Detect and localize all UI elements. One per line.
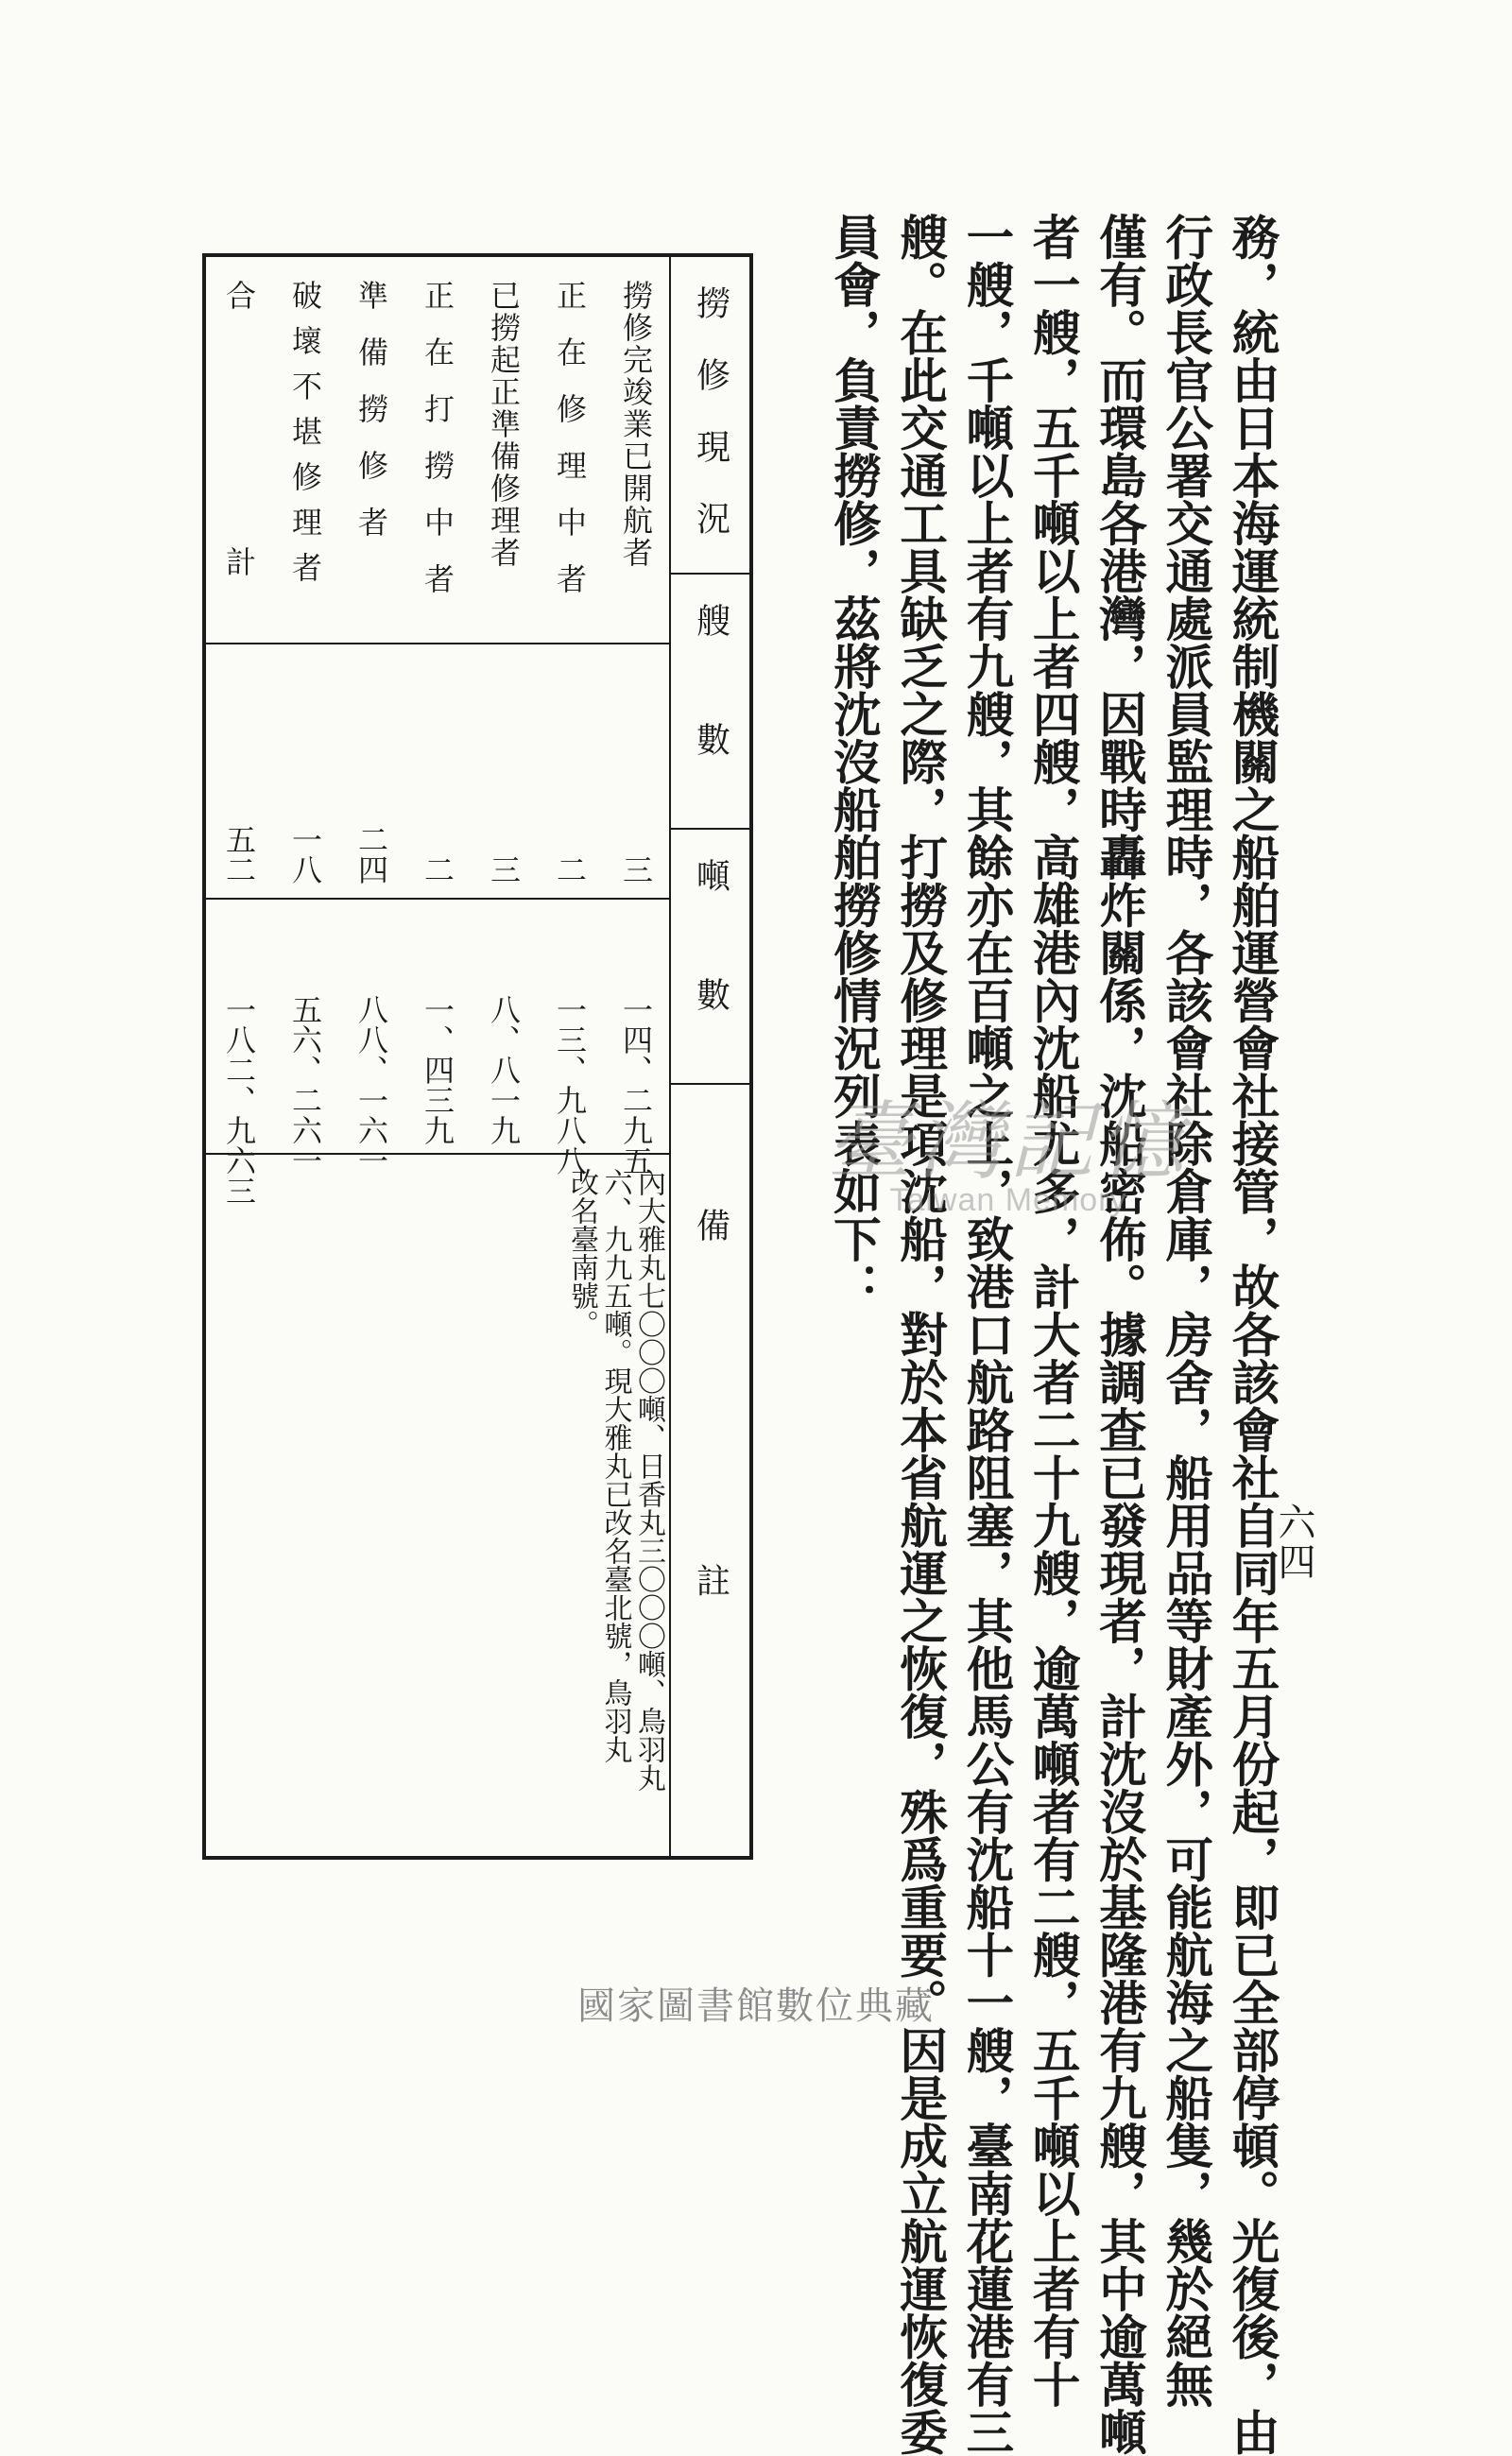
table-row bbox=[338, 257, 404, 1856]
row-remarks bbox=[272, 1155, 338, 1856]
header-ship-count: 艘數 bbox=[671, 575, 749, 830]
table-header-row bbox=[669, 257, 749, 1918]
note-line: 改名臺南號。 bbox=[565, 1168, 598, 1338]
note-line: 內大雅丸七〇〇〇噸、日香丸三〇〇〇噸、鳥羽丸 bbox=[632, 1168, 665, 1792]
row-count: 三 bbox=[603, 644, 669, 900]
row-label: 破壞不堪修理者 bbox=[272, 257, 338, 644]
row-label: 撈修完竣業已開航者 bbox=[603, 257, 669, 644]
row-count: 五二 bbox=[206, 644, 272, 900]
body-line: 員會，負責撈修，茲將沈沒船舶撈修情況列表如下： bbox=[826, 213, 883, 1311]
row-remarks bbox=[338, 1155, 404, 1856]
watermark-logo bbox=[827, 1073, 1190, 1219]
row-tonnage: 一、四三九 bbox=[404, 900, 471, 1155]
watermark-en: Taiwan Memory bbox=[889, 1182, 1127, 1218]
header-tonnage: 噸數 bbox=[671, 830, 749, 1085]
header-status: 撈修現況 bbox=[671, 257, 749, 575]
row-count: 一八 bbox=[272, 644, 338, 900]
salvage-status-table bbox=[202, 253, 753, 1918]
row-label: 準備撈修者 bbox=[338, 257, 404, 644]
page-number: 六四 bbox=[1272, 1503, 1315, 1582]
row-tonnage: 一三、九八八 bbox=[537, 900, 603, 1155]
row-tonnage: 八八、一六一 bbox=[338, 900, 404, 1155]
row-tonnage: 八、八一九 bbox=[471, 900, 537, 1155]
watermark-cn: 臺灣記憶 bbox=[827, 1092, 1190, 1192]
row-label: 合計 bbox=[206, 257, 272, 644]
row-remarks bbox=[206, 1155, 272, 1856]
body-line: 者一艘，五千噸以上者四艘，高雄港內沈船尤多，計大者二十九艘，逾萬噸者有二艘，五千噸以上者有十 bbox=[1025, 213, 1082, 2408]
row-count: 二 bbox=[537, 644, 603, 900]
note-line: 六、九九五噸。現大雅丸已改名臺北號，鳥羽丸 bbox=[598, 1168, 632, 1763]
row-label: 正在修理中者 bbox=[537, 257, 603, 644]
row-remarks bbox=[565, 1155, 669, 1856]
row-count: 二四 bbox=[338, 644, 404, 900]
row-label: 正在打撈中者 bbox=[404, 257, 471, 644]
row-tonnage: 一八二、九六三 bbox=[206, 900, 272, 1155]
table-row-total bbox=[206, 257, 272, 1856]
body-line: 務，統由日本海運統制機關之船舶運營會社接管，故各該會社自同年五月份起，即已全部停頓。光復後，由 bbox=[1225, 213, 1280, 2456]
row-count: 二 bbox=[404, 644, 471, 900]
row-count: 三 bbox=[471, 644, 537, 900]
table-row bbox=[272, 257, 338, 1856]
table-row bbox=[404, 257, 471, 1856]
row-label: 已撈起正準備修理者 bbox=[471, 257, 537, 644]
header-remarks: 備註 bbox=[691, 1208, 730, 1918]
body-line: 艘。在此交通工具缺乏之際，打撈及修理是項沈船，對於本省航運之恢復，殊爲重要。因是成立航運恢復委 bbox=[892, 213, 949, 2456]
row-tonnage: 五六、二六一 bbox=[272, 900, 338, 1155]
body-line: 僅有。而環島各港灣，因戰時轟炸關係，沈船密佈。據調查已發現者，計沈沒於基隆港有九艘，其中逾萬噸 bbox=[1091, 213, 1148, 2456]
table-row bbox=[471, 257, 537, 1856]
row-tonnage: 一四、二九五 bbox=[603, 900, 669, 1155]
footer-credit: 國家圖書館數位典藏 bbox=[577, 1984, 935, 2028]
row-remarks bbox=[471, 1155, 537, 1856]
body-line: 行政長官公署交通處派員監理時，各該會社除倉庫，房舍，船用品等財產外，可能航海之船隻，幾於絕無 bbox=[1158, 213, 1214, 2408]
remarks-note bbox=[567, 1168, 664, 1856]
body-line: 一艘，千噸以上者有九艘，其餘亦在百噸之上，致港口航路阻塞，其他馬公有沈船十一艘，臺南花蓮港有三 bbox=[958, 213, 1015, 2456]
row-remarks bbox=[404, 1155, 471, 1856]
table-body bbox=[206, 257, 669, 1856]
